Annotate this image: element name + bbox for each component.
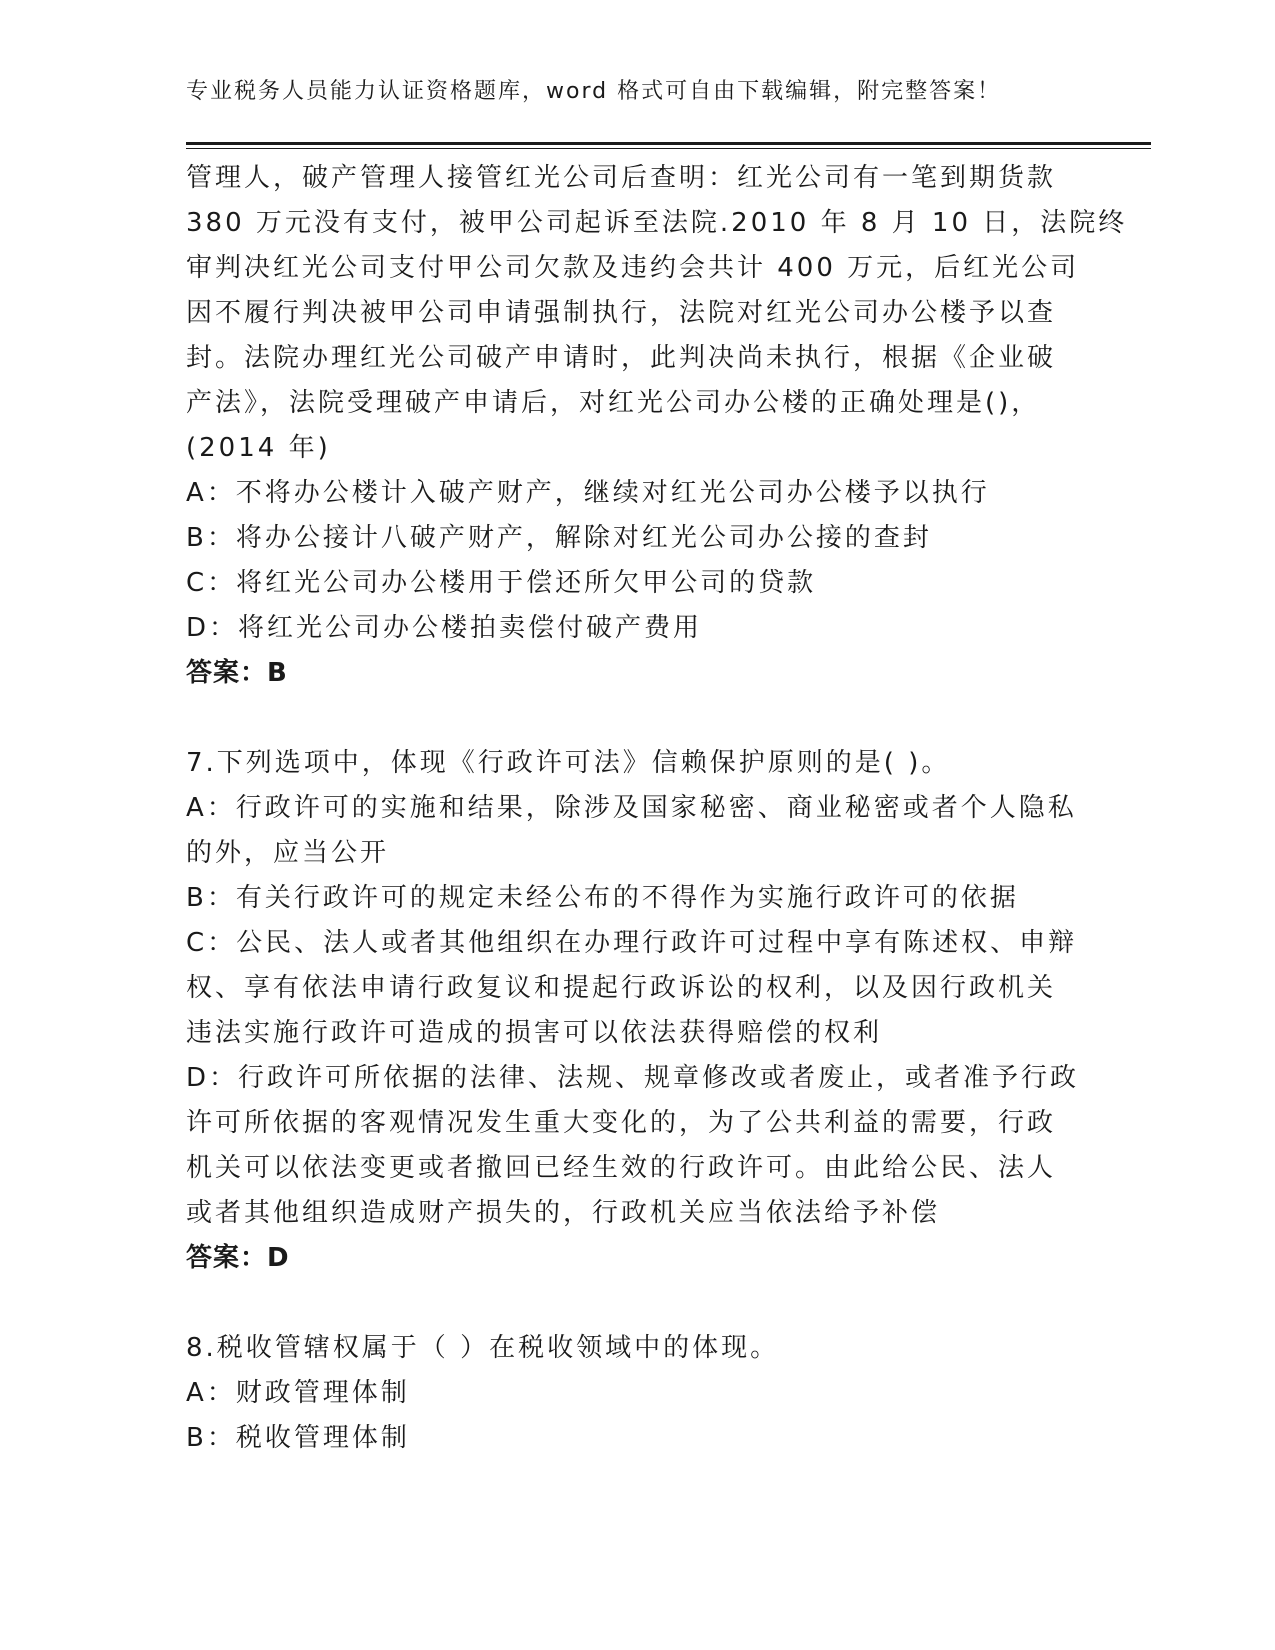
spacer [186,696,1066,741]
q6-stem-line: 封。法院办理红光公司破产申请时，此判决尚未执行，根据《企业破 [186,343,1057,373]
q6-option-a: A：不将办公楼计入破产财产，继续对红光公司办公楼予以执行 [186,478,990,508]
q6-answer: 答案：B [186,658,288,688]
q7-option-b: B：有关行政许可的规定未经公布的不得作为实施行政许可的依据 [186,883,1019,913]
q7-stem: 7.下列选项中，体现《行政许可法》信赖保护原则的是( )。 [186,748,951,778]
q7-answer: 答案：D [186,1243,290,1273]
q6-option-b: B：将办公接计八破产财产，解除对红光公司办公接的查封 [186,523,932,553]
q7-option-a: A：行政许可的实施和结果，除涉及国家秘密、商业秘密或者个人隐私 [186,793,1077,823]
q7-option-c-cont: 违法实施行政许可造成的损害可以依法获得赔偿的权利 [186,1018,883,1048]
header-rule-thick [186,142,1151,145]
q8-option-a: A：财政管理体制 [186,1378,410,1408]
q8-stem: 8.税收管辖权属于（ ）在税收领域中的体现。 [186,1333,780,1363]
q8-option-b: B：税收管理体制 [186,1423,410,1453]
q7-option-c-cont: 权、享有依法申请行政复议和提起行政诉讼的权利，以及因行政机关 [186,973,1057,1003]
page-header: 专业税务人员能力认证资格题库，word 格式可自由下载编辑，附完整答案！ [186,79,1002,104]
q6-option-d: D：将红光公司办公楼拍卖偿付破产费用 [186,613,703,643]
spacer [186,1281,1066,1326]
q7-option-d-cont: 许可所依据的客观情况发生重大变化的，为了公共利益的需要，行政 [186,1108,1057,1138]
q7-option-d: D：行政许可所依据的法律、法规、规章修改或者废止，或者准予行政 [186,1063,1080,1093]
question-7 [186,741,1080,1281]
q7-option-a-cont: 的外，应当公开 [186,838,390,868]
q7-option-d-cont: 或者其他组织造成财产损失的，行政机关应当依法给予补偿 [186,1198,941,1228]
header-rule-thin [186,148,1151,149]
q6-stem-line: 380 万元没有支付，被甲公司起诉至法院.2010 年 8 月 10 日，法院终 [186,208,1128,238]
q6-stem-line: 因不履行判决被甲公司申请强制执行，法院对红光公司办公楼予以查 [186,298,1057,328]
q6-option-c: C：将红光公司办公楼用于偿还所欠甲公司的贷款 [186,568,817,598]
q7-option-d-cont: 机关可以依法变更或者撤回已经生效的行政许可。由此给公民、法人 [186,1153,1057,1183]
q6-stem-line: 审判决红光公司支付甲公司欠款及违约会共计 400 万元，后红光公司 [186,253,1080,283]
document-body [186,156,1128,1461]
question-6 [186,156,1128,696]
q6-stem-line: 管理人，破产管理人接管红光公司后查明：红光公司有一笔到期货款 [186,163,1057,193]
question-8 [186,1326,1066,1461]
q6-stem-line: 产法》，法院受理破产申请后，对红光公司办公楼的正确处理是()， [186,388,1041,418]
q7-option-c: C：公民、法人或者其他组织在办理行政许可过程中享有陈述权、申辩 [186,928,1078,958]
q6-stem-line: (2014 年) [186,433,331,463]
